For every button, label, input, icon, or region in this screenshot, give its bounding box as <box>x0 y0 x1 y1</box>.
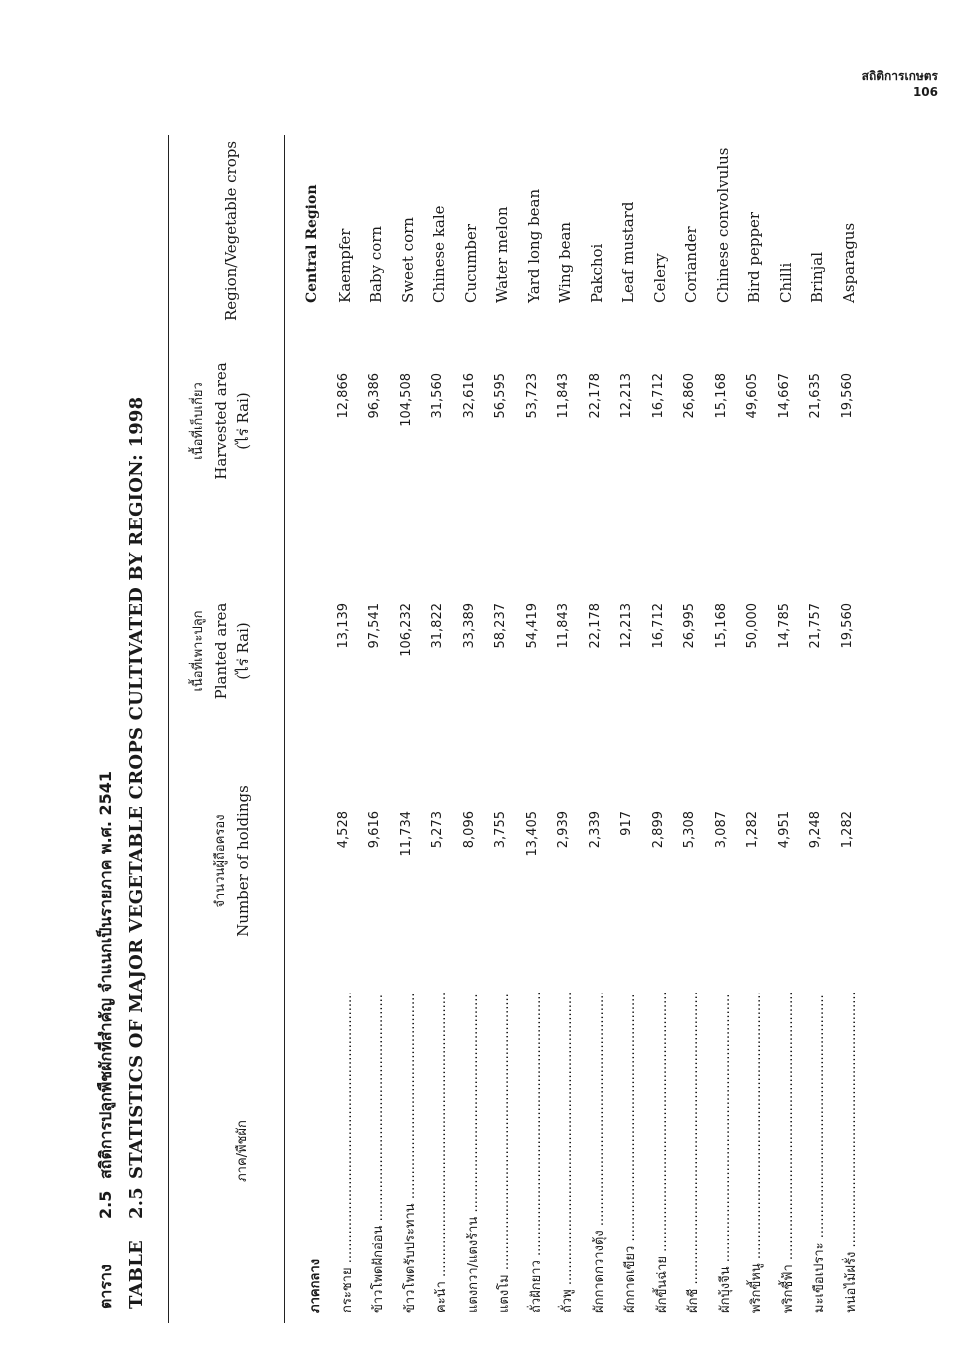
crop-name-thai: มะเขือเปราะ ..... <box>808 993 829 1313</box>
crop-name-english: Yard long bean <box>524 188 543 303</box>
planted-area-value: 12,213 <box>619 603 634 649</box>
planted-area-value: 26,995 <box>682 603 697 649</box>
table-row <box>582 135 614 1323</box>
holdings-value: 4,528 <box>335 811 351 849</box>
table-row <box>330 135 362 1323</box>
holdings-value: 9,616 <box>367 811 382 849</box>
crop-name-thai: ถั่วพู ..... <box>556 993 577 1313</box>
crop-name-thai: แตงกวา/แตงร้าน ..... <box>462 993 483 1313</box>
crop-name-thai: ผักกาดเขียว ..... <box>619 993 640 1313</box>
region-name-english: Central Region <box>304 184 320 303</box>
crop-name-english: Chinese kale <box>430 205 448 303</box>
planted-area-value: 14,785 <box>776 603 792 649</box>
table-row <box>393 135 425 1323</box>
holdings-value: 13,405 <box>524 811 540 857</box>
planted-area-value: 22,178 <box>587 603 603 649</box>
crop-name-thai: ข้าวโพดฝักอ่อน ..... <box>367 993 388 1313</box>
crop-name-thai: คะน้า ..... <box>430 993 451 1313</box>
holdings-value: 3,755 <box>493 811 508 849</box>
harvested-area-value: 56,595 <box>493 373 508 419</box>
harvested-area-value: 32,616 <box>461 373 477 419</box>
holdings-value: 9,248 <box>808 811 823 849</box>
region-row <box>298 135 330 1323</box>
holdings-value: 5,273 <box>430 811 445 849</box>
harvested-area-value: 19,560 <box>839 373 855 419</box>
planted-area-value: 13,139 <box>335 603 351 649</box>
crop-name-english: Leaf mustard <box>619 201 637 303</box>
table-row <box>676 135 708 1323</box>
harvested-area-value: 12,213 <box>619 373 634 419</box>
region-name-thai: ภาคกลาง <box>308 1258 323 1313</box>
title-text-thai: สถิติการปลูกพืชผักที่สำคัญ จำแนกเป็นรายภาค พ.ศ. 2541 <box>96 770 115 1179</box>
crop-name-thai: แตงโม ..... <box>493 993 514 1313</box>
table-row <box>519 135 551 1323</box>
crop-name-english: Chinese convolvulus <box>713 147 732 303</box>
harvested-area-value: 14,667 <box>776 373 792 419</box>
crop-name-english: Brinjal <box>808 251 826 303</box>
harvested-area-value: 53,723 <box>524 373 540 419</box>
planted-area-value: 58,237 <box>493 603 508 649</box>
table-row <box>834 135 866 1323</box>
table-row <box>487 135 519 1323</box>
crop-name-english: Water melon <box>493 206 511 303</box>
harvested-area-value: 31,560 <box>430 373 445 419</box>
planted-area-value: 11,843 <box>556 603 571 649</box>
crop-name-thai: กระชาย ..... <box>336 993 357 1313</box>
crop-name-thai: ถั่วฝักยาว ..... <box>525 993 546 1313</box>
holdings-value: 1,282 <box>745 811 760 849</box>
planted-area-value: 33,389 <box>461 603 477 649</box>
header-planted-area: เนื้อที่เพาะปลูก Planted area (ไร่ Rai) <box>191 602 252 700</box>
planted-area-value: 54,419 <box>524 603 540 649</box>
crop-name-thai: ข้าวโพดรับประทาน ..... <box>399 993 420 1313</box>
header-rule <box>284 135 285 1323</box>
crop-rows <box>330 135 866 1323</box>
harvested-area-value: 26,860 <box>682 373 697 419</box>
holdings-value: 5,308 <box>682 811 697 849</box>
crop-name-thai: หน่อไม้ฝรั่ง ..... <box>840 993 861 1313</box>
header-crop-thai: ภาค/พืชผัก <box>235 1120 250 1182</box>
crop-name-english: Pakchoi <box>587 243 606 303</box>
planted-area-value: 15,168 <box>713 603 729 649</box>
crop-name-english: Sweet corn <box>398 217 417 303</box>
header-crop-english: Region/Vegetable crops <box>222 140 240 321</box>
page-number: 106 <box>912 85 938 99</box>
crop-name-english: Asparagus <box>839 222 858 303</box>
crop-name-english: Wing bean <box>556 221 574 303</box>
holdings-value: 3,087 <box>713 811 729 849</box>
holdings-value: 917 <box>619 811 634 836</box>
title-text-english: STATISTICS OF MAJOR VEGETABLE CROPS CULTIVATED BY REGION: 1998 <box>126 396 147 1179</box>
header-holdings: จำนวนผู้ถือครอง Number of holdings <box>213 785 252 937</box>
table-number-english: 2.5 <box>126 1187 147 1219</box>
crop-name-thai: ผักชี ..... <box>682 993 703 1313</box>
table-row <box>613 135 645 1323</box>
holdings-value: 2,899 <box>650 811 666 849</box>
crop-name-english: Celery <box>650 253 669 303</box>
crop-name-thai: ผักกาดกวางตุ้ง ..... <box>588 993 609 1313</box>
table-title-thai <box>94 771 119 1309</box>
harvested-area-value: 11,843 <box>556 373 571 419</box>
planted-area-value: 19,560 <box>839 603 855 649</box>
holdings-value: 1,282 <box>839 811 855 849</box>
table-title-english <box>126 397 147 1309</box>
crop-name-english: Baby corn <box>367 225 385 303</box>
crop-name-english: Cucumber <box>461 223 480 303</box>
planted-area-value: 21,757 <box>808 603 823 649</box>
holdings-value: 2,339 <box>587 811 603 849</box>
table-row <box>645 135 677 1323</box>
table-row <box>361 135 393 1323</box>
header-harvested-area: เนื้อที่เก็บเกี่ยว Harvested area (ไร่ Rai) <box>191 362 252 480</box>
table-row <box>550 135 582 1323</box>
harvested-area-value: 15,168 <box>713 373 729 419</box>
crop-name-thai: พริกขี้หนู ..... <box>745 993 766 1313</box>
crop-name-thai: ผักบุ้งจีน ..... <box>714 993 735 1313</box>
holdings-value: 2,939 <box>556 811 571 849</box>
harvested-area-value: 22,178 <box>587 373 603 419</box>
crop-name-english: Kaempfer <box>335 228 354 303</box>
table-row <box>456 135 488 1323</box>
table-row <box>739 135 771 1323</box>
crop-name-english: Coriander <box>682 226 700 303</box>
book-title: สถิติการเกษตร <box>861 69 938 83</box>
holdings-value: 4,951 <box>776 811 792 849</box>
table-row <box>708 135 740 1323</box>
planted-area-value: 106,232 <box>398 603 414 657</box>
table-row <box>771 135 803 1323</box>
table-row <box>802 135 834 1323</box>
harvested-area-value: 96,386 <box>367 373 382 419</box>
crop-name-thai: ผักขึ้นฉ่าย ..... <box>651 993 672 1313</box>
harvested-area-value: 104,508 <box>398 373 414 427</box>
harvested-area-value: 16,712 <box>650 373 666 419</box>
title-label-english: TABLE <box>126 1240 147 1309</box>
crop-name-english: Chilli <box>776 262 795 303</box>
crop-name-thai: พริกชี้ฟ้า ..... <box>777 993 798 1313</box>
top-rule <box>168 135 169 1323</box>
table-row <box>424 135 456 1323</box>
holdings-value: 11,734 <box>398 811 414 857</box>
holdings-value: 8,096 <box>461 811 477 849</box>
table-number-thai: 2.5 <box>96 1190 115 1219</box>
harvested-area-value: 21,635 <box>808 373 823 419</box>
title-label-thai: ตาราง <box>96 1264 115 1309</box>
planted-area-value: 50,000 <box>745 603 760 649</box>
planted-area-value: 31,822 <box>430 603 445 649</box>
planted-area-value: 16,712 <box>650 603 666 649</box>
crop-name-english: Bird pepper <box>745 211 763 303</box>
planted-area-value: 97,541 <box>367 603 382 649</box>
harvested-area-value: 49,605 <box>745 373 760 419</box>
table-body <box>298 135 865 1323</box>
harvested-area-value: 12,866 <box>335 373 351 419</box>
